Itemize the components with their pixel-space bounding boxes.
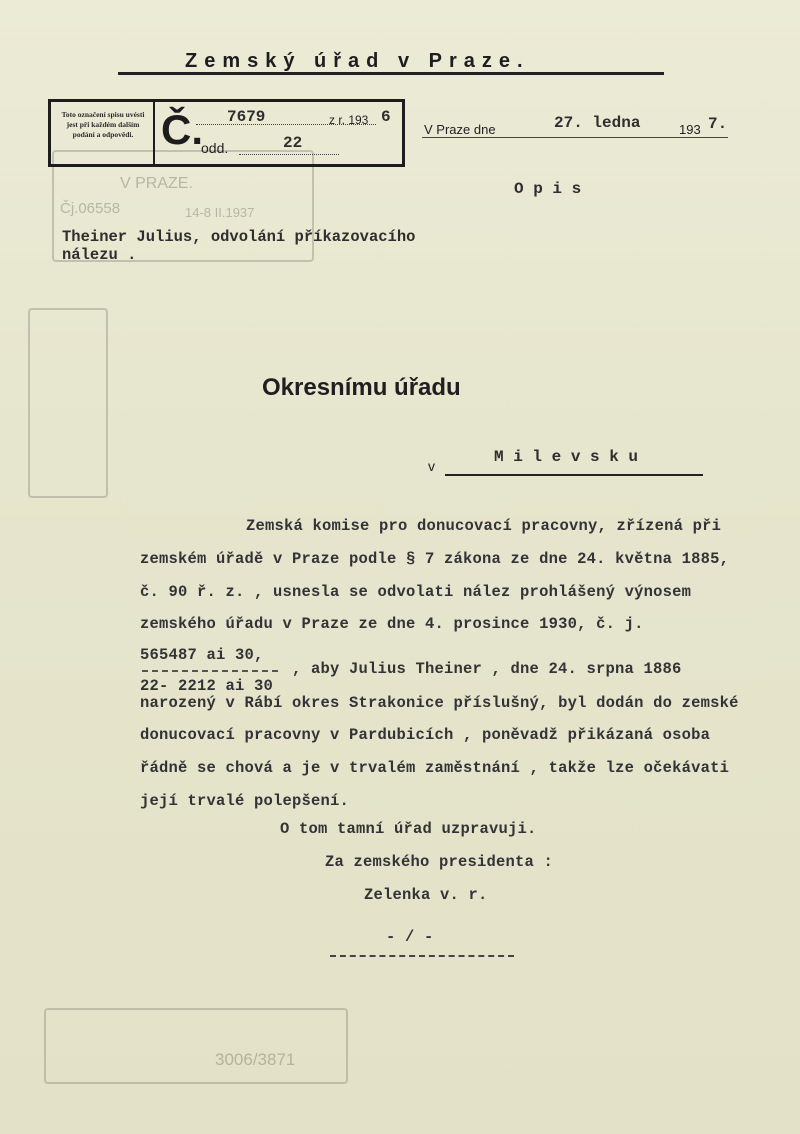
reference-year-digit: 6 [381, 108, 391, 126]
reference-odd-value: 22 [283, 134, 303, 152]
dateline-date: 27. ledna [554, 114, 641, 132]
dateline-year-digit: 7. [708, 115, 728, 133]
body-line-4: zemského úřadu v Praze ze dne 4. prosince 1930, č. j. [140, 615, 644, 633]
dateline-underline [422, 137, 728, 138]
tray-stamp [28, 308, 108, 498]
body-line-5: , aby Julius Theiner , dne 24. srpna 1886 [292, 660, 682, 678]
subject-line-2: nálezu . [62, 246, 137, 264]
subject-line-1: Theiner Julius, odvolání příkazovacího [62, 228, 416, 246]
addressee-prep: v [428, 458, 435, 474]
header-underline [118, 72, 664, 75]
body-line-2: zemském úřadě v Praze podle § 7 zákona ze dne 24. května 1885, [140, 550, 730, 568]
received-stamp-date: 14-8 II.1937 [185, 205, 255, 220]
addressee-place: M i l e v s k u [494, 448, 639, 466]
bottom-stamp-number: 3006/3871 [215, 1050, 296, 1069]
copy-label: O p i s [514, 180, 582, 198]
body-line-8: řádně se chová a je v trvalém zaměstnání , takže lze očekávati [140, 759, 730, 777]
received-stamp-city: V PRAZE. [120, 175, 193, 192]
reference-number: 7679 [227, 108, 266, 126]
office-title: Zemský úřad v Praze. [185, 50, 530, 72]
closing-line-2: Za zemského presidenta : [325, 853, 554, 871]
received-stamp-number: Čj.06558 [60, 200, 121, 217]
closing-underline [330, 955, 514, 957]
body-line-7: donucovací pracovny v Pardubicích , poněvadž přikázaná osoba [140, 726, 711, 744]
closing-mark: - / - [386, 928, 434, 946]
signature: Zelenka v. r. [364, 886, 488, 904]
body-reference-1: 565487 ai 30, [140, 646, 264, 664]
reference-box [48, 99, 405, 167]
addressee-office: Okresnímu úřadu [262, 374, 461, 401]
dateline-year-prefix: 193 [679, 122, 701, 137]
body-reference-2: 22- 2212 ai 30 [140, 677, 274, 695]
dateline-place: V Praze dne [424, 122, 496, 137]
addressee-underline [445, 474, 703, 476]
body-reference-divider [142, 670, 278, 672]
body-line-1: Zemská komise pro donucovací pracovny, zřízená při [246, 517, 722, 535]
closing-line-1: O tom tamní úřad uzpravuji. [280, 820, 537, 838]
reference-year-label: z r. 193 [329, 113, 369, 127]
reference-note: Toto označení spisu uvésti jest při každém dalším podání a odpovědi. [51, 102, 155, 164]
body-line-9: její trvalé polepšení. [140, 792, 350, 810]
body-line-6: narozený v Rábí okres Strakonice příslušný, byl dodán do zemské [140, 694, 739, 712]
reference-odd-label: odd. [201, 140, 229, 156]
reference-c-mark: Č. [161, 106, 203, 153]
body-line-3: č. 90 ř. z. , usnesla se odvolati nález prohlášený výnosem [140, 583, 692, 601]
bottom-stamp [44, 1008, 348, 1084]
